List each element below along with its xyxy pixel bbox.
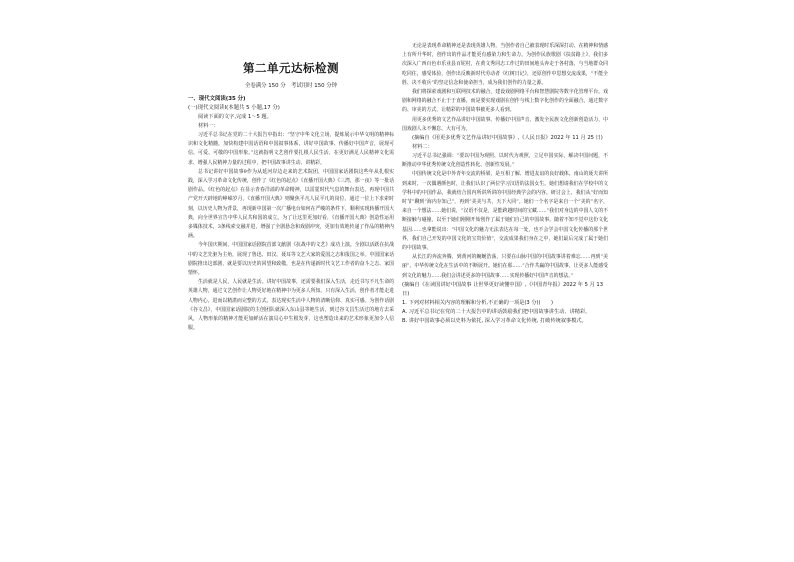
- source-citation: (摘编自《在读国讲好中国故事 让世界更好读懂中国》,《中国青年报》2022 年 5 月 13 日): [402, 281, 604, 297]
- paragraph: 中国传统文化是中外青年交流的桥梁，是互相了解、增进友谊的良好载体。南山的聂夫讲所到来时，一次偶遇颜色时，让我们认识了两位学习汉语的法国女生。她们想请我们在学校中的文学科中的中国作品，我就结合国内所讲所讲的中国经典学会的内容。研讨会上，我们从“好而知时节”聊到“海内存知己”，再到“美美与共，天下大同”。她们一个名字是来自一个“美的”名字，来自一个想法……她们说，“汉语不仅是，是能跨越时间的宝藏……”我们对身边的中国人文的不断接触与碰撞，以至于她们刚刚开始创作了属于她们自己的中国故事。随着不知不觉中这份文化基因……也拿能说出：“中国文化的魅力无法表达在每一处，也不会学会中国文化传播的那个世界，我们自己开发的中国文化的宝贵价值”，交流成果我们身在之中，她们最后完成了属于她们的中国故事。: [402, 171, 608, 252]
- source-citation: (摘编自《用更多优秀文艺作品讲好中国故事》,《人民日报》2022 年 11 月 25 日): [412, 135, 603, 142]
- paragraph: 习近平总书记强调：“要以中国为观照、以时代为观照，立足中国实际，解决中国问题，不断推动中华优秀传统文化创造性转化、创新性发展。”: [402, 153, 608, 169]
- material1-label: 材料一：: [198, 123, 219, 129]
- option-a: A. 习近平总书记在党的二十大报告中的讲话鼓励我们把中国故事讲生动、讲精彩。: [402, 308, 591, 315]
- reading-instruction: 阅读下面的文字,完成 1～5 题。: [198, 114, 272, 120]
- left-column: [188, 60, 394, 333]
- paragraph: 无论是表现革命精神还是表现英雄人物，当创作者自己被表现时乐深深打动、在精神和情感上有所升华时，创作出的作品才能更有感染力和生命力。为创作民族歌剧《扶贫路上》，我们多次深入广西百色市乐业县百坭村，在黄文秀同志工作过的田间地头奔走于各村落，与当地群众同吃同住，感受体验，创作出反映新时代劳动者《红树日记》，还原创作中思想交流成果，“不能全胜、决不收兵”的坚定信念和使命担当，成为我们创作的力量之源。: [402, 43, 608, 86]
- subsection-heading: (一)现代文阅读Ⅰ(本题共 5 小题,17 分): [188, 105, 280, 111]
- question-1: 1. 下列对材料相关内容的理解和分析,不正确的一项是(3 分)( ): [402, 299, 553, 306]
- paragraph: 从长江的奔流奔腾，到黄河的蜿蜒浩荡，只要在山脉中国的中国故事讲着难忘……再到“美丽”，中华传统文化在生活中的不断展开。她们在那……“合作共赢的中国故事，让更多人能感受到文化的魅力……我们会讲述更多的中国故事……实现传播好中国声音的想法。”: [402, 254, 608, 279]
- material2-label: 材料二：: [412, 144, 433, 151]
- paragraph: 习近平总书记在党的二十大报告中指出：“坚守中华文化立场，提炼展示中华文明的精神标识和文化精髓，加快构建中国话语和中国叙事体系，讲好中国故事、传播好中国声音，展现可信、可爱、可敬的中国形象。”这就指明文艺创作要扎根人民生活，在更好满足人民精神文化需求、增强人民精神力量的过程中，把中国故事讲生动、讲精彩。: [188, 132, 394, 166]
- right-column: [402, 42, 608, 326]
- paragraph: 用更多优秀的文艺作品讲好中国故事、传播好中国声音，激发全民族文化创新创造活力，中国戏剧人永不懈怠、大有可为。: [402, 116, 608, 132]
- paragraph: 生活就是人民，人民就是生活。讲好中国故事，还需要我们深入生活，走近书写不凡生命的英雄人物，通过文艺创作让人物更好地在精神中为更多人所知。只有深入生活，创作者才能走进人物内心，进而以精湛而完整的方式，表达现实生活中人物的清晰信仰、真实可感。为创作话剧《谷文昌》，中国国家话剧院的主创团队就深入东山县等地生活，到过谷文昌生活过的地方去采风，人物形象的精神才能更加鲜活在演员心中生根发芽，这也塑造出来的艺术形象更加令人信服。: [188, 279, 394, 332]
- page-title: 第二单元达标检测: [243, 61, 339, 75]
- paragraph: 我们将探索戏剧和互联网技术的融合，建设戏剧网络平台和智慧剧院等数字化管理平台。戏剧和网络的融合不止于于直播，而是要实现戏剧在创作与线上数字化创作的全面融合。通过数字的、审美的方式，让精彩的中国故事被更多人看到。: [402, 89, 608, 114]
- exam-meta: 全卷满分 150 分 考试用时 150 分钟: [244, 83, 338, 89]
- option-b: B. 讲好中国故事必须以史料为依托, 深入学习革命文化传统, 打破传统叙事模式。: [402, 317, 587, 324]
- paragraph: 总书记讲好中国故事9作为从延河岸边走来的艺术院团，中国国家话剧院这些年从扎根实践，深入学习革命文化传统，创作了《红色的起点》《直播开国大典》《三湾，那一夜》等一批话剧作品。《红色的起点》在显示青春洋溢的革命精神，以雷霆时代气息的舞台表达，再现中国共产党开天辟地的峥嵘岁月。《直播开国大典》则聚焦平凡人民平凡的岗位，通过一位上下求索时刻，以历史人物为背景，再现新中国第一次广播电台如何在严峻的条件下，顺利实现转播开国大典，向全世界宣告中华人民共和国的成立。为了让这里更加好看，《直播开国大典》创造性运用多媒体技术，3条线索交融并进，增强了全剧悬念和戏剧冲突，更加有效地传递了作品的精神内涵。: [188, 168, 394, 240]
- section-heading: 一、现代文阅读(35 分): [188, 96, 246, 102]
- paragraph: 今年国庆期间，中国国家话剧院首部文献剧《抗战中的文艺》成功上演。全剧以活跃在抗战中的文艺先驱为主角，展现了鲁迅、田汉、聂耳等文艺大家的爱国之志和报国之举。中国国家话剧院推出这部剧，就是要以历史的回望和致敬，也是在传递新时代文艺工作者的奋斗之志、家国情怀。: [188, 242, 394, 277]
